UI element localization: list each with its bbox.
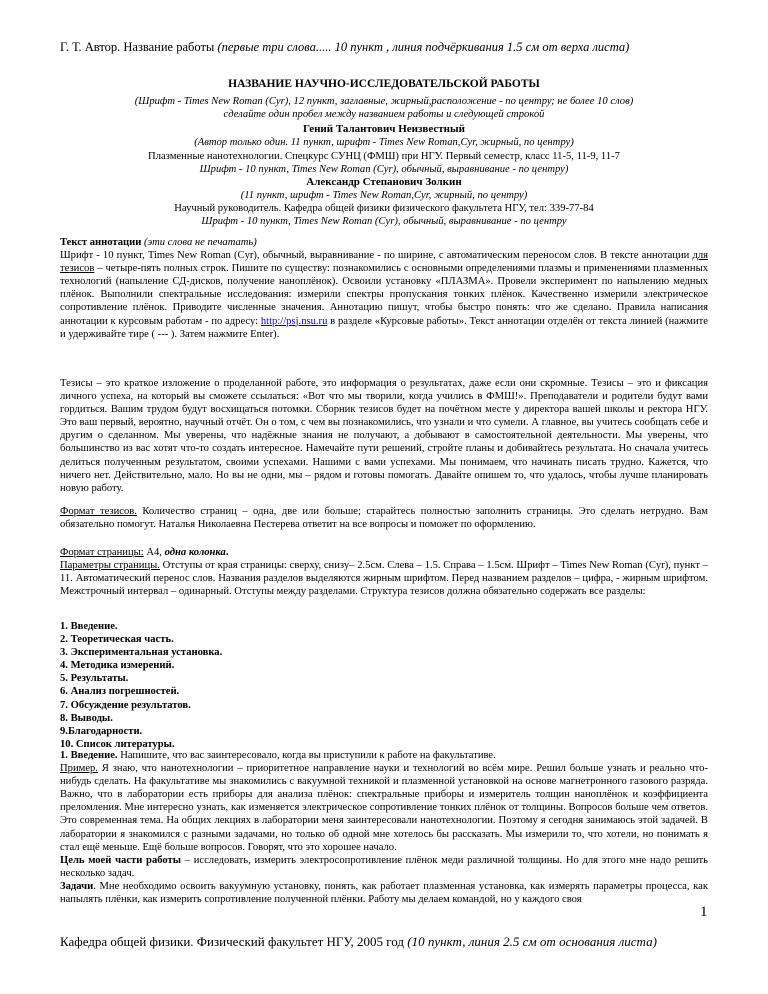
footer-note: (10 пункт, линия 2.5 см от основания листа) (407, 934, 657, 949)
format-paragraph (60, 505, 708, 531)
psj-link[interactable]: http://psj.nsu.ru (260, 315, 328, 327)
introduction-section (60, 749, 708, 906)
section-item: 8. Выводы. (60, 712, 113, 724)
section-item: 3. Экспериментальная установка. (60, 647, 223, 659)
page-header (60, 40, 720, 55)
intro-heading-text: Напишите, что вас заинтересовало, когда вы приступили к работе на факультативе. (117, 750, 496, 761)
goal-text: – исследовать, измерить электросопротивление плёнок меди различной толщины. Но для этого мне надо решить несколько задач. (60, 854, 708, 879)
author-affiliation: Плазменные нанотехнологии. Спецкурс СУНЦ (ФМШ) при НГУ. Первый семестр, класс 11-5, 11-9, 11-7 (148, 150, 620, 162)
section-item: 6. Анализ погрешностей. (60, 686, 180, 698)
author-name: Гений Талантович Неизвестный (303, 123, 465, 135)
format-text: Количество страниц – одна, две или больше; старайтесь полностью заполнить страницы. Это сделать нетрудно. Вам обязательно помогут. Наталья Николаевна Пестерева ответит на все вопросы и поможет по оформлению. (60, 506, 709, 531)
tasks-label: Задачи (60, 880, 94, 892)
sections-list (60, 620, 708, 751)
section-item: 7. Обсуждение результатов. (60, 699, 191, 711)
example-label: Пример. (60, 763, 98, 775)
page-params-label: Параметры страницы. (60, 560, 160, 572)
section-item: 1. Введение. (60, 621, 118, 632)
paper-title: НАЗВАНИЕ НАУЧНО-ИССЛЕДОВАТЕЛЬСКОЙ РАБОТЫ (228, 78, 540, 90)
author-affiliation-note: Шрифт - 10 пункт, Times New Roman (Cyr), обычный, выравнивание - по центру) (199, 163, 569, 175)
intro-heading: 1. Введение. (60, 750, 118, 761)
theses-paragraph: Тезисы – это краткое изложение о проделанной работе, это информация о результатах, даже если они скромные. Тезисы – это и фиксация личного успеха, на который вы сможете ссылаться: «Вот что мы творили, когда учились в ФМШ!». Преподаватели и родители будут вами гордиться. Вашим трудом будут восхищаться потомки. Сборник тезисов будет на почётном месте у директора вашей школы и ректора НГУ. Это ваш первый, вероятно, научный отчёт. Он о том, с чем вы познакомились, что узнали и что сумели. А главное, вы учитесь сообщать себе и другим о сделанном. Мы уверены, что надёжные знания не получают, а добывают в самостоятельной деятельности. Мы уверены, что большинство из вас хотят что-то создать интересное. Намечайте пути решений, стройте планы и добивайтесь результата. Но сначала учитесь делиться полученным результатом, своими успехами. Нашими с вами успехами. Мы понимаем, что начинать писать трудно. Кажется, что ничего нет. Действительно, мало. Но вы не одни, мы – рядом и готовы помогать. Давайте опишем то, что удалось, чтобы лучше планировать новую работу. (60, 378, 708, 494)
section-item: 10. Список литературы. (60, 738, 175, 750)
section-item: 5. Результаты. (60, 673, 129, 685)
advisor-note: (11 пункт, шрифт - Times New Roman,Cyr, жирный, по центру) (240, 190, 528, 202)
page-number: 1 (700, 904, 708, 920)
section-item: 4. Методика измерений. (60, 660, 175, 672)
page-format-columns: одна колонка (164, 547, 226, 558)
abstract-text: Шрифт - 10 пункт, Times New Roman (Cyr), обычный, выравнивание - по ширине, с автоматическим переносом слов. В тексте аннотации для тезисов – четыре-пять полных строк. Пишите по существу: познакомились с основными определениями плазмы и применениями плазменных технологий (напыление СД-дисков, получение наноплёнок). Освоили установку «ПЛАЗМА». Провели эксперимент по напылению медных плёнок. Выполнили спектральные исследования: измерили спектры пропускания тонких плёнок. Качественно измерили электрическое сопротивление плёнок. Приводите численные значения. Аннотацию пишут, чтобы быстро понять: что же сделано. Правила написания аннотации к курсовым работам - по адресу: http://psj.nsu.ru в разделе «Курсовые работы». Текст аннотации отделён от текста линией (нажмите и удерживайте тире ( --- ). Затем нажмите Enter). (60, 250, 708, 340)
page-footer (60, 934, 720, 950)
tasks-text: . Мне необходимо освоить вакуумную установку, понять, как работает плазменная установка, как измерять параметры процесса, как напылять плёнки, как измерить сопротивление полученной плёнки. Работу мы делаем командой, но у каждого своя (60, 880, 708, 906)
sections-list-block (60, 620, 708, 751)
title-note-1: (Шрифт - Times New Roman (Cyr), 12 пункт, заглавные, жирный,расположение - по центру; не более 10 слов) (134, 96, 634, 107)
abstract-section (60, 236, 708, 341)
page-params-text: Отступы от края страницы: сверху, снизу– 2.5см. Слева – 1.5. Справа – 1.5см. Шрифт – Times New Roman (Cyr), пункт – 11. Автоматический перенос слов. Названия разделов выделяются жирным шрифтом. Перед названием разделов – цифра, - жирным шрифтом. Межстрочный интервал – одинарный. Отступы между разделами. Структура тезисов должна обязательно содержать все разделы: (60, 560, 708, 598)
author-block (60, 123, 708, 228)
abstract-heading-note: (эти слова не печатать) (144, 237, 257, 248)
footer-text: Кафедра общей физики. Физический факультет НГУ, 2005 год (60, 934, 408, 949)
advisor-affiliation-note: Шрифт - 10 пункт, Times New Roman (Cyr), обычный, выравнивание - по центру (201, 216, 567, 228)
header-note: (первые три слова..... 10 пункт , линия подчёркивания 1.5 см от верха листа) (217, 40, 630, 54)
format-label: Формат тезисов. (60, 506, 137, 517)
title-note-2: сделайте один пробел между названием работы и следующей строкой (223, 109, 545, 121)
goal-label: Цель моей части работы (60, 854, 182, 866)
page-format-label: Формат страницы: (60, 547, 144, 558)
example-text: Я знаю, что нанотехнологии – приоритетное направление науки и технологий во всём мире. Решил больше узнать и реально что-нибудь сделать. На факультативе мы знакомились с вакуумной техникой и плазменной установкой на основе магнетронного газового разряда. Важно, что в лаборатории есть приборы для анализа плёнок: спектральные приборы и измеритель толщин наноплёнок и коэффициента преломления. Мне интересно узнать, как изменяется электрическое сопротивление тонких плёнок от толщины. Вопросов больше чем ответов. Это современная тема. На общих лекциях в лаборатории меня заинтересовали нанотехнологии. Поэтому я сегодня занимаюсь этой задачей. В лаборатории я знакомился с разными задачами, но только об одной мне хотелось бы рассказать. Мы измерили то, что хотели, но понимать я стал ещё меньше. Ещё больше вопросов. Говорят, что это хорошее начало. (60, 763, 708, 853)
advisor-name: Александр Степанович Золкин (306, 175, 462, 188)
title-block (60, 77, 708, 121)
abstract-heading: Текст аннотации (60, 237, 145, 248)
advisor-affiliation: Научный руководитель. Кафедра общей физики физического факультета НГУ, тел: 339-77-84 (174, 203, 594, 215)
header-text: Г. Т. Автор. Название работы (60, 40, 218, 54)
section-item: 2. Теоретическая часть. (60, 634, 174, 646)
author-note: (Автор только один. 11 пункт, шрифт - Times New Roman,Cyr, жирный, по центру) (194, 137, 574, 149)
page-format-section: Формат страницы: А4, одна колонка. Параметры страницы. Отступы от края страницы: сверху, снизу– 2.5см. Слева – 1.5. Справа – 1.5см. Шрифт – Times New Roman (Cyr), пункт – 11. Автоматический перенос слов. Названия разделов выделяются жирным шрифтом. Перед названием разделов – цифра, - жирным шрифтом. Межстрочный интервал – одинарный. Отступы между разделами. Структура тезисов должна обязательно содержать все разделы: (60, 547, 708, 598)
section-item: 9.Благодарности. (60, 725, 143, 737)
